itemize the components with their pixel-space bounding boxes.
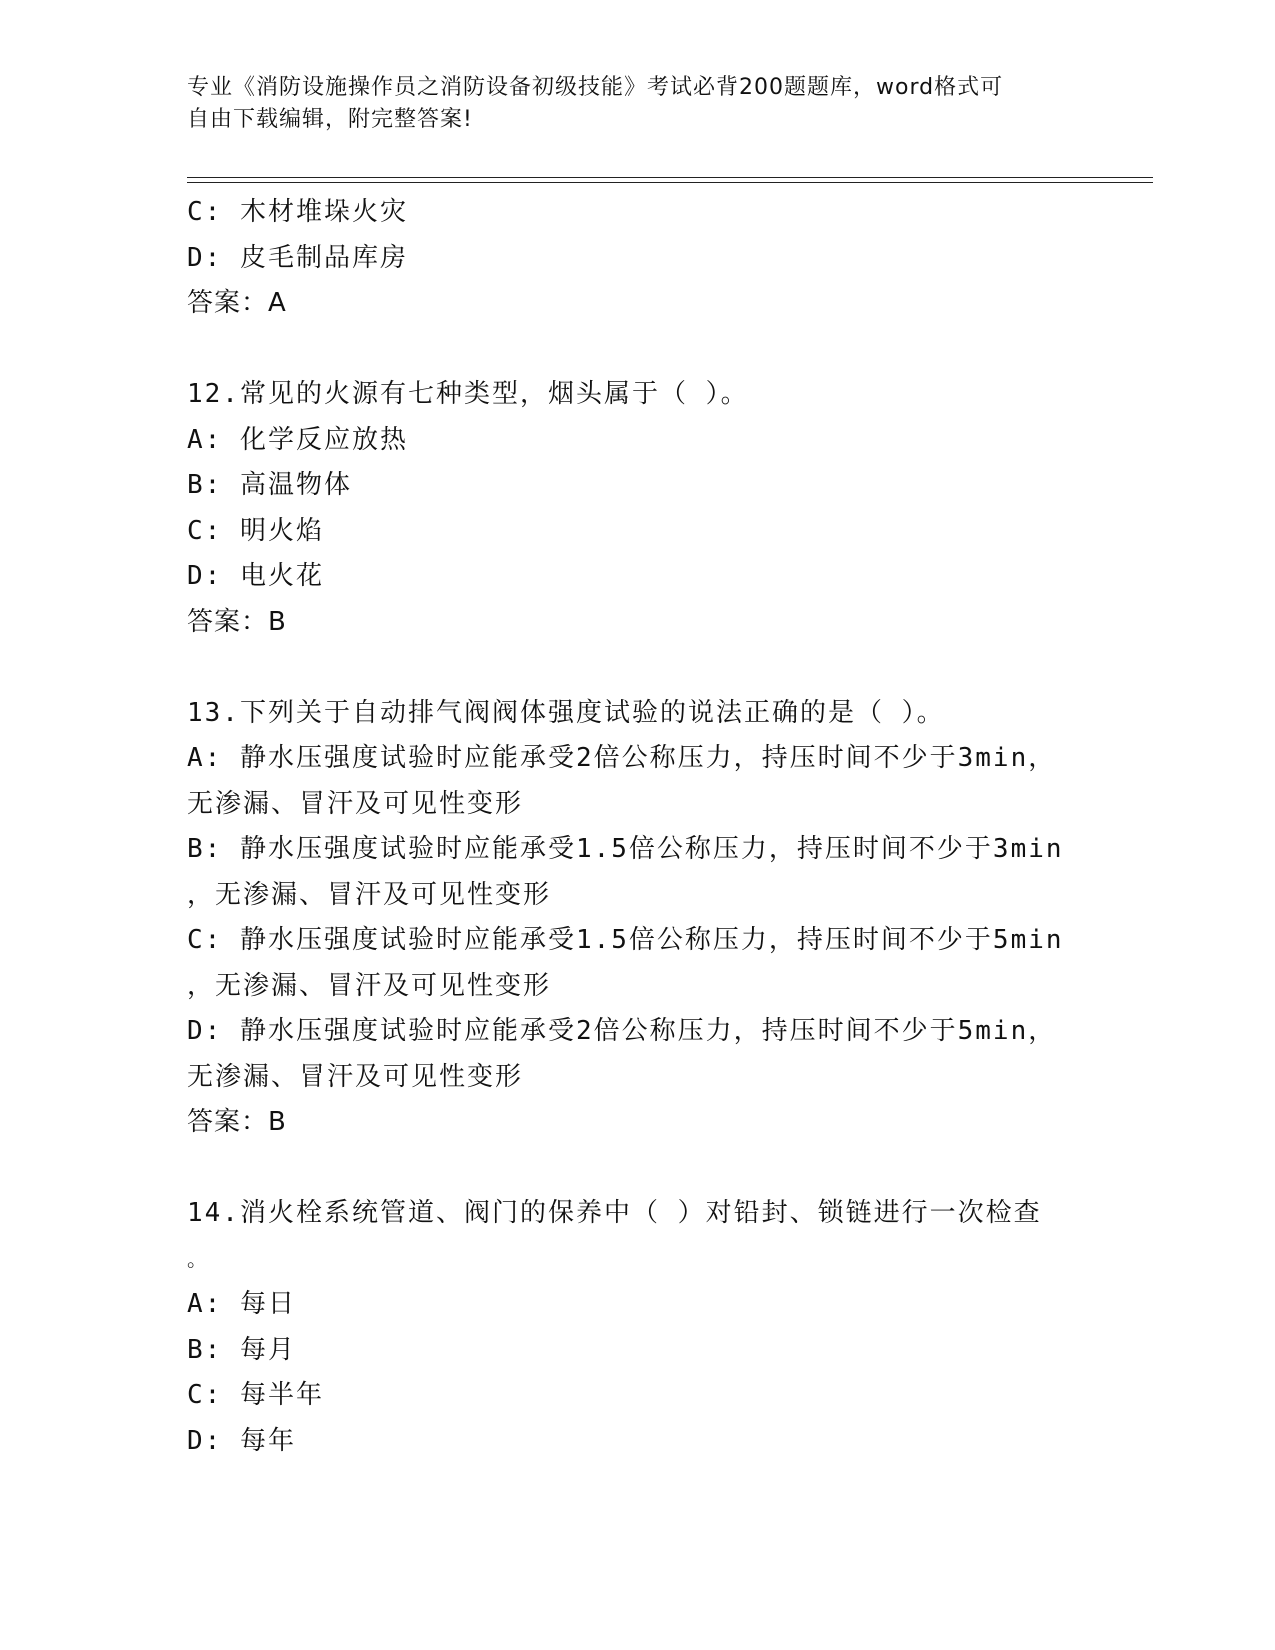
option-c-line-2: ，无渗漏、冒汗及可见性变形	[187, 970, 552, 1001]
question-text-line-2: 。	[187, 1246, 207, 1271]
option-a-line-2: 无渗漏、冒汗及可见性变形	[187, 788, 524, 819]
question-list	[187, 190, 1087, 1464]
option-a: A: 化学反应放热	[187, 424, 408, 455]
answer: 答案：A	[187, 288, 287, 318]
question-12	[187, 372, 1087, 645]
spacer	[187, 1146, 1087, 1192]
spacer	[187, 645, 1087, 691]
question-13	[187, 691, 1087, 1146]
option-d-line-1: D: 静水压强度试验时应能承受2倍公称压力，持压时间不少于5min，	[187, 1016, 1057, 1046]
option-d-line-2: 无渗漏、冒汗及可见性变形	[187, 1061, 524, 1092]
option-c: C: 每半年	[187, 1380, 324, 1410]
option-a: A: 每日	[187, 1289, 296, 1319]
header-divider-top	[187, 177, 1153, 178]
option-c-line-1: C: 静水压强度试验时应能承受1.5倍公称压力，持压时间不少于5min	[187, 925, 1064, 955]
question-text-line-1: 14.消火栓系统管道、阀门的保养中（ ）对铅封、锁链进行一次检查	[187, 1198, 1042, 1228]
answer: 答案：B	[187, 606, 287, 637]
option-d: D: 每年	[187, 1425, 296, 1456]
option-d: D: 皮毛制品库房	[187, 242, 408, 273]
question-14	[187, 1191, 1087, 1464]
option-a-line-1: A: 静水压强度试验时应能承受2倍公称压力，持压时间不少于3min，	[187, 743, 1057, 773]
spacer	[187, 327, 1087, 373]
header-line-2: 自由下载编辑，附完整答案!	[187, 107, 473, 132]
option-b-line-1: B: 静水压强度试验时应能承受1.5倍公称压力，持压时间不少于3min	[187, 834, 1064, 864]
option-b: B: 高温物体	[187, 470, 352, 500]
option-b-line-2: ，无渗漏、冒汗及可见性变形	[187, 879, 552, 910]
question-11-tail	[187, 190, 1087, 327]
question-text: 13.下列关于自动排气阀阀体强度试验的说法正确的是（ ）。	[187, 697, 945, 728]
option-d: D: 电火花	[187, 561, 324, 591]
option-c: C: 木材堆垛火灾	[187, 197, 408, 227]
header-divider-bottom	[187, 182, 1153, 183]
option-c: C: 明火焰	[187, 515, 324, 546]
answer: 答案：B	[187, 1107, 287, 1137]
option-b: B: 每月	[187, 1334, 296, 1365]
header-line-1: 专业《消防设施操作员之消防设备初级技能》考试必背200题题库，word格式可	[187, 75, 1004, 100]
document-header	[187, 72, 1067, 136]
question-text: 12.常见的火源有七种类型，烟头属于（ ）。	[187, 379, 749, 409]
